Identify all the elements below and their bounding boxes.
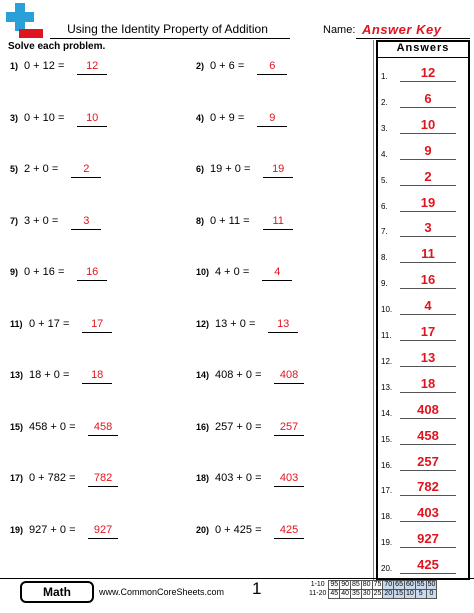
problem-number: 9) [10,267,19,277]
problem-number: 10) [196,267,210,277]
problem-answer: 13 [277,317,290,330]
problem-number: 19) [10,524,24,535]
answer-key-number: 10. [381,305,393,315]
worksheet-title: Using the Identity Property of Addition [67,22,268,36]
answer-blank-line[interactable] [274,383,304,384]
answer-key-value: 782 [417,479,439,495]
problem-number: 7) [10,215,19,226]
answer-blank-line[interactable] [274,486,304,487]
problem-expression: 13 + 0 = [215,317,256,330]
answer-key-number: 16. [381,460,393,470]
score-row [308,590,437,599]
problem-answer: 18 [91,369,104,381]
problem-expression: 0 + 16 = [24,266,65,278]
answer-key-line [400,236,456,237]
answer-blank-line[interactable] [77,280,107,281]
answer-blank-line[interactable] [263,177,293,178]
score-cell: 40 [341,590,349,597]
problem-number: 6) [196,164,205,174]
answer-key-value: 3 [424,220,432,236]
problem-number: 13) [10,370,24,380]
problem-answer: 257 [279,420,299,433]
answer-key-number: 8. [381,253,388,263]
problem-expression: 18 + 0 = [29,369,70,381]
answer-key-line [400,211,456,212]
problem-number: 11) [10,318,23,329]
score-row-label: 11-20 [309,590,327,597]
problem-number: 16) [196,421,210,432]
score-cell: 25 [373,590,382,597]
footer-divider [0,578,474,579]
problem-number: 3) [10,112,19,123]
problem-expression: 0 + 782 = [29,472,76,484]
answer-key-line [400,81,456,82]
answer-key-value: 16 [420,272,436,288]
answers-heading: Answers [378,42,468,58]
answer-blank-line[interactable] [82,332,112,333]
title-underline [50,38,290,39]
answer-key-value: 17 [420,324,436,339]
answer-key-value: 18 [420,375,436,391]
problem-answer: 11 [272,214,284,227]
problem-expression: 2 + 0 = [24,163,59,175]
score-cell: 90 [341,581,349,588]
answer-key-number: 15. [381,434,393,444]
score-cell: 65 [395,581,403,588]
website-link[interactable]: www.CommonCoreSheets.com [99,587,225,597]
answer-key-value: 425 [417,557,439,573]
score-cell: 15 [395,590,403,597]
answer-blank-line[interactable] [257,74,287,75]
score-cell: 20 [384,590,393,597]
problem-number: 17) [10,473,24,483]
problem-answer: 425 [279,523,299,536]
answer-key-line [400,185,456,186]
problem-answer: 403 [279,472,299,484]
problem-answer: 9 [269,111,276,124]
answer-key-number: 5. [381,175,388,185]
answer-key-label: Answer Key [362,22,442,37]
answer-key-line [400,547,456,548]
answer-key-value: 9 [424,142,432,158]
subject-badge: Math [20,581,94,603]
answer-key-line [400,521,456,522]
answer-key-line [400,392,456,393]
answer-key-number: 11. [381,331,392,340]
problem-expression: 3 + 0 = [24,214,59,227]
score-cell: 95 [330,581,339,588]
answer-blank-line[interactable] [71,229,101,230]
score-cell: 70 [384,581,393,588]
answer-key-number: 19. [381,538,393,548]
answer-key-number: 3. [381,123,388,133]
answer-blank-line[interactable] [257,126,287,127]
answer-key-number: 12. [381,356,393,366]
score-row [308,581,437,590]
answer-key-line [400,366,456,367]
problem-expression: 0 + 12 = [24,60,65,72]
score-cell: 5 [415,590,426,599]
problem-expression: 0 + 425 = [215,523,262,536]
score-cell: 50 [427,581,436,588]
answer-key-value: 4 [424,298,432,314]
score-cell: 35 [351,590,360,597]
problem-answer: 458 [93,420,113,433]
problem-answer: 17 [91,317,104,330]
problem-answer: 927 [93,523,113,536]
score-cell: 30 [362,590,371,597]
problem-answer: 12 [86,60,99,72]
problem-answer: 4 [274,266,281,278]
answer-key-number: 2. [381,97,388,107]
answer-key-line [400,159,456,160]
problem-expression: 0 + 17 = [29,317,70,330]
answer-key-value: 12 [420,65,436,80]
score-table [308,580,437,599]
answer-key-line [400,107,456,108]
problem-expression: 408 + 0 = [215,369,262,381]
answer-key-line [400,470,456,471]
problem-number: 1) [10,61,19,71]
answer-key-number: 17. [381,486,393,496]
problem-answer: 16 [86,266,99,278]
answer-key-value: 6 [424,90,432,106]
answer-blank-line[interactable] [274,435,304,436]
answer-blank-line[interactable] [82,383,112,384]
score-cell: 75 [373,581,382,588]
score-row-label: 1-10 [310,581,325,588]
page-number: 1 [252,579,262,598]
problem-number: 12) [196,318,210,329]
answer-key-value: 19 [420,194,436,210]
problem-answer: 10 [86,111,99,124]
answer-key-line [400,573,456,574]
problem-number: 14) [196,370,210,380]
answer-key-value: 10 [420,116,436,132]
problem-number: 2) [196,61,205,71]
answer-key-line [400,444,456,445]
answer-key-line [400,495,456,496]
answer-blank-line[interactable] [71,177,101,178]
answer-key-number: 4. [381,149,388,159]
answer-key-value: 403 [417,505,439,521]
score-cell: 85 [351,581,360,588]
score-cell: 10 [405,590,414,597]
problem-expression: 257 + 0 = [215,420,262,433]
answer-blank-line[interactable] [274,538,304,539]
answer-key-number: 1. [381,72,388,81]
answer-key-value: 927 [417,531,439,547]
problem-expression: 927 + 0 = [29,523,76,536]
problem-answer: 3 [83,214,90,227]
problem-expression: 19 + 0 = [210,163,251,175]
answer-blank-line[interactable] [262,280,292,281]
answer-key-value: 458 [417,427,439,443]
answer-blank-line[interactable] [88,538,118,539]
answer-blank-line[interactable] [268,332,298,333]
answer-key-line [400,288,456,289]
problem-expression: 0 + 6 = [210,60,245,72]
problem-answer: 782 [93,472,113,484]
answer-blank-line[interactable] [88,486,118,487]
name-label: Name: [323,24,356,36]
answer-key-value: 11 [421,246,435,262]
problem-answer: 6 [269,60,276,72]
answer-key-number: 20. [381,564,393,574]
name-field-line [356,38,470,39]
answer-key-line [400,133,456,134]
problem-expression: 0 + 9 = [210,111,245,124]
plus-minus-logo-icon [5,3,43,41]
answer-blank-line[interactable] [77,126,107,127]
problem-number: 18) [196,473,210,483]
problem-expression: 458 + 0 = [29,420,76,433]
problem-answer: 2 [83,163,90,175]
problem-number: 15) [10,421,24,432]
answer-key-value: 408 [417,401,439,417]
problem-expression: 403 + 0 = [215,472,262,484]
problem-expression: 0 + 10 = [24,111,65,124]
answer-key-value: 2 [424,168,432,184]
answer-key-number: 6. [381,201,388,211]
answer-key-number: 14. [381,408,393,418]
score-cell: 45 [330,590,339,597]
answer-key-line [400,314,456,315]
answer-key-line [400,340,456,341]
problem-answer: 19 [272,163,285,175]
answer-key-number: 13. [381,382,393,392]
answer-key-number: 18. [381,512,393,522]
answer-blank-line[interactable] [88,435,118,436]
score-cell: 0 [426,590,437,599]
score-cell: 80 [362,581,371,588]
answer-key-number: 9. [381,279,388,289]
answer-blank-line[interactable] [263,229,293,230]
problem-number: 20) [196,524,210,535]
problem-answer: 408 [279,369,299,381]
answer-key-line [400,262,456,263]
instruction-text: Solve each problem. [8,41,106,52]
answer-key-line [400,418,456,419]
answer-blank-line[interactable] [77,74,107,75]
problem-number: 4) [196,112,205,123]
answer-key-number: 7. [381,227,388,237]
answer-key-value: 257 [417,453,439,469]
problem-number: 8) [196,215,205,226]
problem-number: 5) [10,164,19,174]
answers-divider [373,40,375,580]
problem-expression: 0 + 11 = [210,214,250,227]
score-cell: 55 [416,581,425,588]
answer-key-value: 13 [420,349,436,365]
problem-expression: 4 + 0 = [215,266,250,278]
score-cell: 60 [405,581,414,588]
